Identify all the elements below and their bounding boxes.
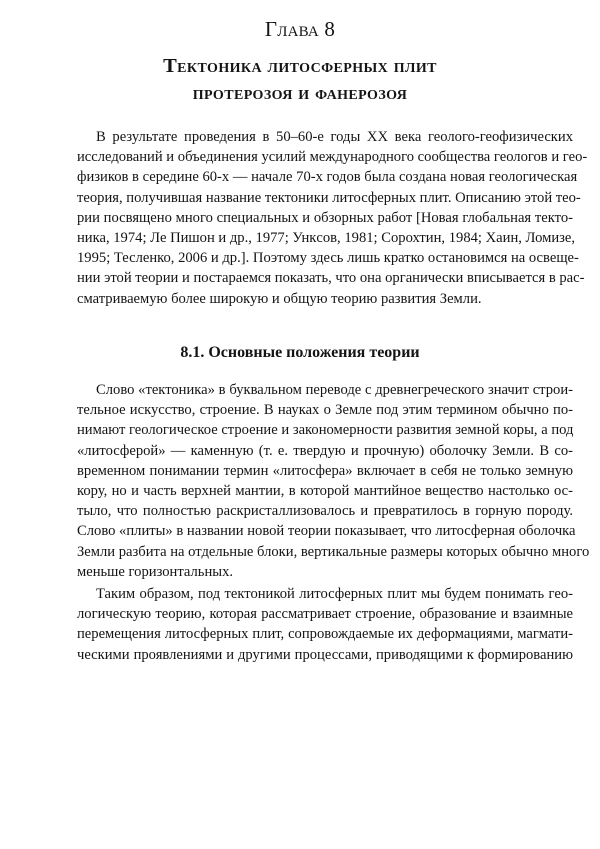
text-line: исследований и объединения усилий международного сообщества геологов и гео- bbox=[77, 149, 588, 166]
text-line: теория, получившая название тектоники литосферных плит. Описанию этой тео- bbox=[77, 189, 581, 206]
chapter-label: Глава 8 bbox=[264, 17, 336, 41]
text-line: Слово «тектоника» в буквальном переводе с древнегреческого значит строи- bbox=[96, 382, 573, 398]
text-line: тельное искусство, строение. В науках о Земле под этим термином обычно по- bbox=[77, 402, 573, 419]
text-line: сматриваемую более широкую и общую теорию развития Земли. bbox=[77, 290, 482, 307]
chapter-title bbox=[0, 53, 600, 107]
text-line: физиков в середине 60-х — начале 70-х годов была создана новая геологическая bbox=[77, 169, 578, 186]
text-line: ника, 1974; Ле Пишон и др., 1977; Ункcов, 1981; Сорохтин, 1984; Хаин, Ломизе, bbox=[77, 230, 576, 247]
section-paragraph-2 bbox=[77, 584, 573, 665]
chapter-title-line: Тектоника литосферных плит bbox=[163, 55, 437, 77]
text-line: ческими проявлениями и другими процессами, приводящими к формированию bbox=[77, 646, 573, 663]
text-line: Земли разбита на отдельные блоки, вертикальные размеры которых обычно много bbox=[77, 543, 590, 560]
text-line: В результате проведения в 50–60-е годы XX века геолого-геофизических bbox=[96, 129, 573, 145]
text-line: Слово «плиты» в названии новой теории показывает, что литосферная оболочка bbox=[77, 523, 576, 540]
text-line: нимают геологическое строение и закономерности развития земной коры, а под bbox=[77, 422, 574, 439]
text-line: временном понимании термин «литосфера» включает в себя не только земную bbox=[77, 462, 573, 479]
text-line: тыло, что полностью раскристаллизовалось и превратилось в горную породу. bbox=[77, 503, 573, 520]
text-line: 1995; Тесленко, 2006 и др.]. Поэтому здесь лишь кратко остановимся на освеще- bbox=[77, 250, 579, 267]
section-paragraph-1 bbox=[77, 380, 590, 582]
text-line: меньше горизонтальных. bbox=[77, 563, 234, 580]
text-line: «литосферой» — каменную (т. е. твердую и прочную) оболочку Земли. В со- bbox=[77, 442, 573, 459]
chapter-title-line: протерозоя и фанерозоя bbox=[192, 82, 408, 104]
text-line: нии этой теории и постараемся показать, что она органически вписывается в рас- bbox=[77, 270, 585, 287]
section-heading: 8.1. Основные положения теории bbox=[180, 344, 420, 361]
text-line: Таким образом, под тектоникой литосферных плит мы будем понимать гео- bbox=[96, 586, 573, 602]
text-line: кору, но и часть верхней мантии, в которой мантийное вещество настолько ос- bbox=[77, 483, 573, 500]
text-line: логическую теорию, которая рассматривает строение, образование и взаимные bbox=[77, 606, 573, 623]
text-line: перемещения литосферных плит, сопровождаемые их деформациями, магмати- bbox=[77, 626, 573, 643]
text-line: рии посвящено много специальных и обзорных работ [Новая глобальная текто- bbox=[77, 209, 573, 226]
intro-paragraph bbox=[77, 127, 588, 309]
